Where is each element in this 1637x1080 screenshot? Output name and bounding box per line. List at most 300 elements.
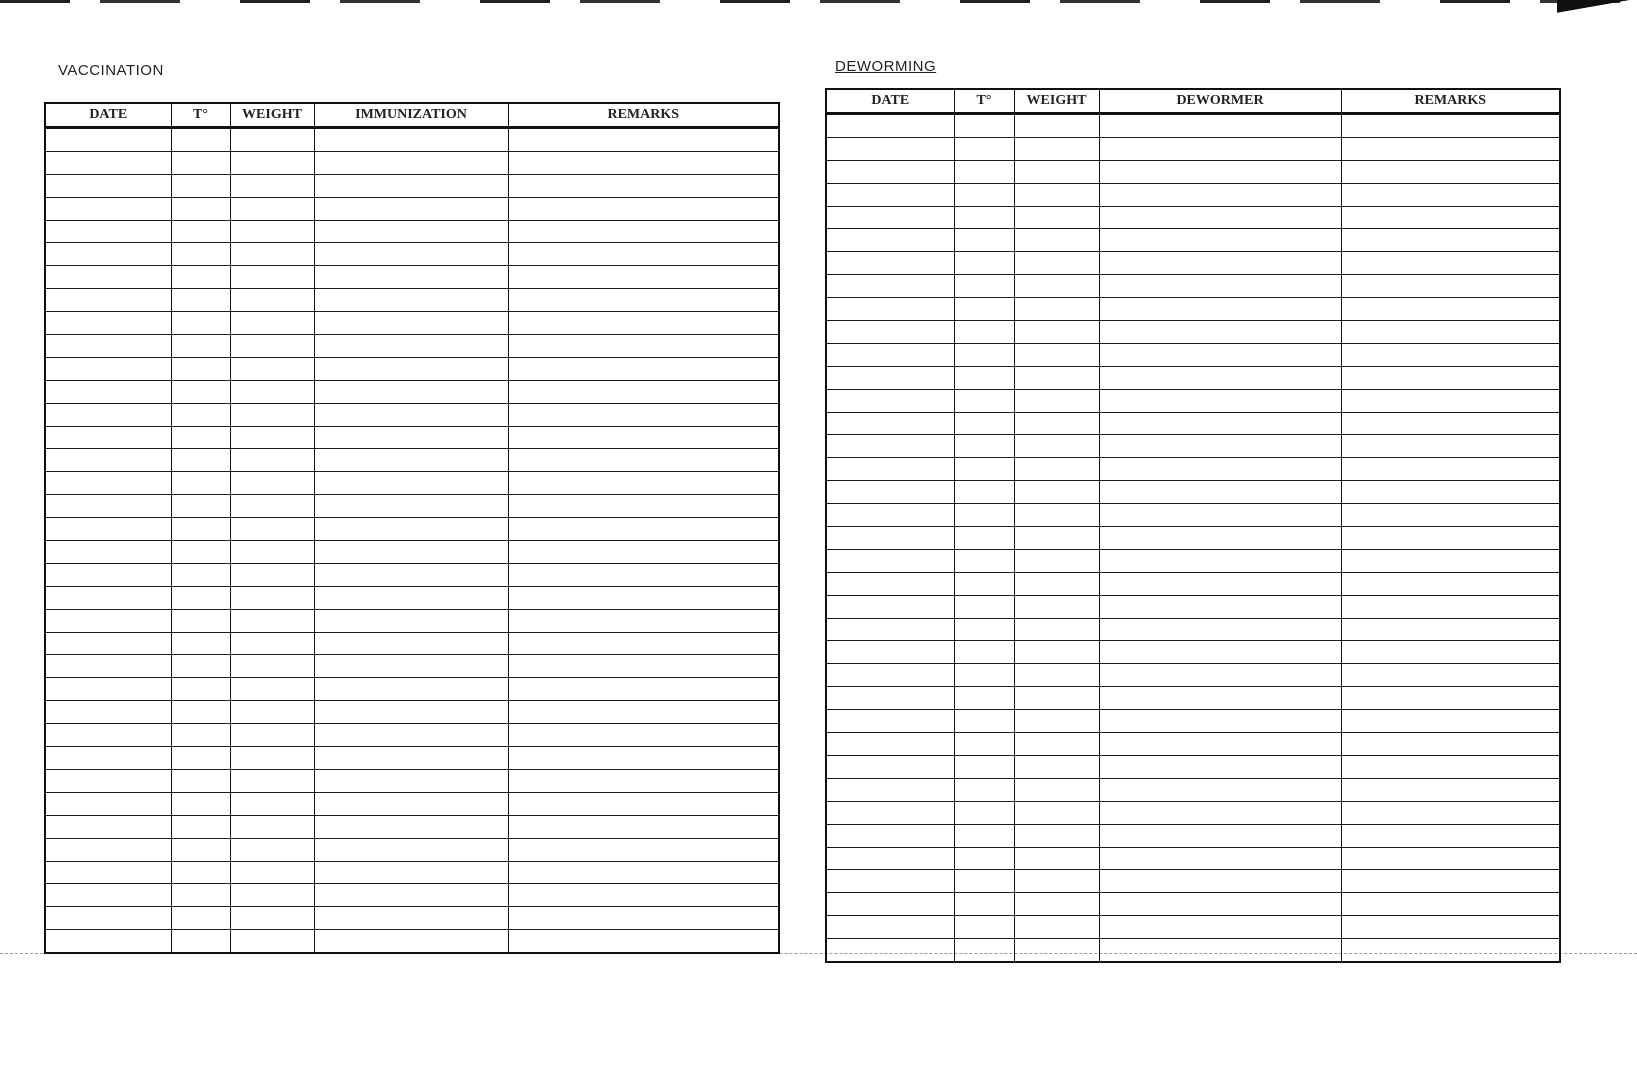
vaccination-empty-cell[interactable]	[314, 632, 508, 655]
vaccination-empty-cell[interactable]	[314, 655, 508, 678]
deworming-empty-cell[interactable]	[1341, 939, 1560, 962]
deworming-empty-cell[interactable]	[1014, 114, 1099, 138]
vaccination-empty-cell[interactable]	[230, 609, 314, 632]
deworming-empty-cell[interactable]	[954, 458, 1014, 481]
deworming-empty-cell[interactable]	[826, 595, 954, 618]
vaccination-empty-cell[interactable]	[230, 312, 314, 335]
vaccination-empty-cell[interactable]	[230, 495, 314, 518]
deworming-empty-cell[interactable]	[1341, 916, 1560, 939]
deworming-empty-cell[interactable]	[826, 664, 954, 687]
deworming-empty-cell[interactable]	[1341, 733, 1560, 756]
deworming-empty-cell[interactable]	[1341, 298, 1560, 321]
vaccination-empty-cell[interactable]	[171, 312, 230, 335]
deworming-empty-cell[interactable]	[1014, 389, 1099, 412]
vaccination-empty-cell[interactable]	[508, 701, 779, 724]
deworming-empty-cell[interactable]	[826, 412, 954, 435]
vaccination-empty-cell[interactable]	[508, 678, 779, 701]
deworming-empty-cell[interactable]	[1341, 389, 1560, 412]
vaccination-empty-cell[interactable]	[230, 632, 314, 655]
vaccination-empty-cell[interactable]	[314, 197, 508, 220]
deworming-empty-cell[interactable]	[1341, 481, 1560, 504]
vaccination-empty-cell[interactable]	[230, 586, 314, 609]
deworming-empty-cell[interactable]	[954, 664, 1014, 687]
deworming-empty-cell[interactable]	[954, 389, 1014, 412]
deworming-empty-cell[interactable]	[1099, 343, 1341, 366]
vaccination-empty-cell[interactable]	[230, 151, 314, 174]
vaccination-empty-cell[interactable]	[314, 678, 508, 701]
vaccination-empty-cell[interactable]	[171, 472, 230, 495]
vaccination-empty-cell[interactable]	[171, 792, 230, 815]
vaccination-empty-cell[interactable]	[314, 930, 508, 953]
deworming-empty-cell[interactable]	[826, 114, 954, 138]
vaccination-empty-cell[interactable]	[171, 403, 230, 426]
deworming-empty-cell[interactable]	[1014, 458, 1099, 481]
deworming-empty-cell[interactable]	[1099, 252, 1341, 275]
deworming-empty-cell[interactable]	[954, 275, 1014, 298]
deworming-empty-cell[interactable]	[954, 710, 1014, 733]
deworming-empty-cell[interactable]	[826, 527, 954, 550]
deworming-empty-cell[interactable]	[826, 939, 954, 962]
deworming-empty-cell[interactable]	[1341, 504, 1560, 527]
deworming-empty-cell[interactable]	[1341, 755, 1560, 778]
vaccination-empty-cell[interactable]	[171, 197, 230, 220]
deworming-empty-cell[interactable]	[1014, 755, 1099, 778]
deworming-empty-cell[interactable]	[1014, 412, 1099, 435]
deworming-empty-cell[interactable]	[1341, 710, 1560, 733]
vaccination-empty-cell[interactable]	[508, 151, 779, 174]
vaccination-empty-cell[interactable]	[508, 472, 779, 495]
deworming-empty-cell[interactable]	[826, 206, 954, 229]
deworming-empty-cell[interactable]	[1099, 870, 1341, 893]
vaccination-empty-cell[interactable]	[45, 220, 171, 243]
vaccination-empty-cell[interactable]	[314, 128, 508, 152]
deworming-empty-cell[interactable]	[1341, 206, 1560, 229]
vaccination-empty-cell[interactable]	[171, 769, 230, 792]
vaccination-empty-cell[interactable]	[508, 518, 779, 541]
vaccination-empty-cell[interactable]	[508, 609, 779, 632]
deworming-empty-cell[interactable]	[954, 618, 1014, 641]
vaccination-empty-cell[interactable]	[314, 769, 508, 792]
deworming-empty-cell[interactable]	[1099, 183, 1341, 206]
deworming-empty-cell[interactable]	[1099, 206, 1341, 229]
deworming-empty-cell[interactable]	[1014, 801, 1099, 824]
deworming-empty-cell[interactable]	[1014, 916, 1099, 939]
vaccination-empty-cell[interactable]	[508, 357, 779, 380]
vaccination-empty-cell[interactable]	[508, 632, 779, 655]
vaccination-empty-cell[interactable]	[508, 174, 779, 197]
deworming-empty-cell[interactable]	[1099, 755, 1341, 778]
vaccination-empty-cell[interactable]	[230, 289, 314, 312]
deworming-empty-cell[interactable]	[1014, 572, 1099, 595]
vaccination-empty-cell[interactable]	[45, 403, 171, 426]
deworming-empty-cell[interactable]	[954, 687, 1014, 710]
vaccination-empty-cell[interactable]	[230, 518, 314, 541]
deworming-empty-cell[interactable]	[954, 366, 1014, 389]
vaccination-empty-cell[interactable]	[508, 884, 779, 907]
vaccination-empty-cell[interactable]	[171, 220, 230, 243]
deworming-empty-cell[interactable]	[1099, 847, 1341, 870]
deworming-empty-cell[interactable]	[954, 206, 1014, 229]
vaccination-empty-cell[interactable]	[45, 747, 171, 770]
deworming-empty-cell[interactable]	[1099, 481, 1341, 504]
deworming-empty-cell[interactable]	[1341, 893, 1560, 916]
vaccination-empty-cell[interactable]	[314, 586, 508, 609]
vaccination-empty-cell[interactable]	[45, 792, 171, 815]
deworming-empty-cell[interactable]	[1099, 801, 1341, 824]
vaccination-empty-cell[interactable]	[171, 151, 230, 174]
deworming-empty-cell[interactable]	[1014, 321, 1099, 344]
vaccination-empty-cell[interactable]	[508, 312, 779, 335]
deworming-empty-cell[interactable]	[826, 252, 954, 275]
deworming-empty-cell[interactable]	[826, 321, 954, 344]
deworming-empty-cell[interactable]	[954, 183, 1014, 206]
deworming-empty-cell[interactable]	[954, 435, 1014, 458]
deworming-empty-cell[interactable]	[1099, 641, 1341, 664]
deworming-empty-cell[interactable]	[1099, 595, 1341, 618]
deworming-empty-cell[interactable]	[1014, 710, 1099, 733]
vaccination-empty-cell[interactable]	[45, 266, 171, 289]
vaccination-empty-cell[interactable]	[45, 151, 171, 174]
vaccination-empty-cell[interactable]	[45, 380, 171, 403]
deworming-empty-cell[interactable]	[1014, 824, 1099, 847]
deworming-empty-cell[interactable]	[954, 321, 1014, 344]
vaccination-empty-cell[interactable]	[314, 220, 508, 243]
vaccination-empty-cell[interactable]	[171, 563, 230, 586]
deworming-empty-cell[interactable]	[1099, 366, 1341, 389]
deworming-empty-cell[interactable]	[1014, 343, 1099, 366]
deworming-empty-cell[interactable]	[826, 755, 954, 778]
deworming-empty-cell[interactable]	[1341, 824, 1560, 847]
deworming-empty-cell[interactable]	[1341, 114, 1560, 138]
vaccination-empty-cell[interactable]	[171, 815, 230, 838]
vaccination-empty-cell[interactable]	[230, 769, 314, 792]
deworming-empty-cell[interactable]	[1099, 893, 1341, 916]
vaccination-empty-cell[interactable]	[171, 128, 230, 152]
deworming-empty-cell[interactable]	[1014, 778, 1099, 801]
vaccination-empty-cell[interactable]	[45, 128, 171, 152]
vaccination-empty-cell[interactable]	[230, 792, 314, 815]
deworming-empty-cell[interactable]	[954, 893, 1014, 916]
deworming-empty-cell[interactable]	[1099, 114, 1341, 138]
deworming-empty-cell[interactable]	[1099, 298, 1341, 321]
deworming-empty-cell[interactable]	[1099, 137, 1341, 160]
deworming-empty-cell[interactable]	[954, 252, 1014, 275]
deworming-empty-cell[interactable]	[826, 137, 954, 160]
deworming-empty-cell[interactable]	[1341, 458, 1560, 481]
vaccination-empty-cell[interactable]	[314, 884, 508, 907]
vaccination-empty-cell[interactable]	[230, 861, 314, 884]
vaccination-empty-cell[interactable]	[171, 678, 230, 701]
deworming-empty-cell[interactable]	[1014, 229, 1099, 252]
deworming-empty-cell[interactable]	[1341, 549, 1560, 572]
vaccination-empty-cell[interactable]	[45, 907, 171, 930]
vaccination-empty-cell[interactable]	[171, 701, 230, 724]
deworming-empty-cell[interactable]	[1014, 137, 1099, 160]
deworming-empty-cell[interactable]	[826, 343, 954, 366]
deworming-empty-cell[interactable]	[1341, 664, 1560, 687]
deworming-empty-cell[interactable]	[1014, 252, 1099, 275]
deworming-empty-cell[interactable]	[1099, 160, 1341, 183]
deworming-empty-cell[interactable]	[1341, 229, 1560, 252]
deworming-empty-cell[interactable]	[1099, 504, 1341, 527]
vaccination-empty-cell[interactable]	[314, 609, 508, 632]
vaccination-empty-cell[interactable]	[508, 724, 779, 747]
vaccination-empty-cell[interactable]	[171, 655, 230, 678]
vaccination-empty-cell[interactable]	[171, 747, 230, 770]
vaccination-empty-cell[interactable]	[230, 747, 314, 770]
vaccination-empty-cell[interactable]	[45, 655, 171, 678]
vaccination-empty-cell[interactable]	[230, 243, 314, 266]
vaccination-empty-cell[interactable]	[45, 312, 171, 335]
deworming-empty-cell[interactable]	[1341, 412, 1560, 435]
deworming-empty-cell[interactable]	[1341, 321, 1560, 344]
deworming-empty-cell[interactable]	[1014, 687, 1099, 710]
vaccination-empty-cell[interactable]	[171, 357, 230, 380]
deworming-empty-cell[interactable]	[1341, 870, 1560, 893]
vaccination-empty-cell[interactable]	[314, 861, 508, 884]
vaccination-empty-cell[interactable]	[45, 861, 171, 884]
deworming-empty-cell[interactable]	[826, 504, 954, 527]
deworming-empty-cell[interactable]	[1099, 733, 1341, 756]
vaccination-empty-cell[interactable]	[45, 518, 171, 541]
deworming-empty-cell[interactable]	[1099, 275, 1341, 298]
vaccination-empty-cell[interactable]	[508, 769, 779, 792]
vaccination-empty-cell[interactable]	[171, 930, 230, 953]
vaccination-empty-cell[interactable]	[508, 403, 779, 426]
vaccination-empty-cell[interactable]	[314, 449, 508, 472]
deworming-empty-cell[interactable]	[954, 870, 1014, 893]
deworming-empty-cell[interactable]	[1341, 252, 1560, 275]
vaccination-empty-cell[interactable]	[314, 243, 508, 266]
deworming-empty-cell[interactable]	[954, 847, 1014, 870]
vaccination-empty-cell[interactable]	[171, 724, 230, 747]
vaccination-empty-cell[interactable]	[314, 380, 508, 403]
deworming-empty-cell[interactable]	[826, 687, 954, 710]
deworming-empty-cell[interactable]	[1014, 206, 1099, 229]
deworming-empty-cell[interactable]	[1099, 527, 1341, 550]
deworming-empty-cell[interactable]	[1341, 160, 1560, 183]
vaccination-empty-cell[interactable]	[45, 701, 171, 724]
vaccination-empty-cell[interactable]	[314, 403, 508, 426]
deworming-empty-cell[interactable]	[1099, 824, 1341, 847]
vaccination-empty-cell[interactable]	[314, 792, 508, 815]
deworming-empty-cell[interactable]	[826, 710, 954, 733]
vaccination-empty-cell[interactable]	[508, 815, 779, 838]
deworming-empty-cell[interactable]	[826, 435, 954, 458]
vaccination-empty-cell[interactable]	[171, 426, 230, 449]
vaccination-empty-cell[interactable]	[230, 174, 314, 197]
vaccination-empty-cell[interactable]	[45, 174, 171, 197]
deworming-empty-cell[interactable]	[1099, 572, 1341, 595]
vaccination-empty-cell[interactable]	[171, 541, 230, 564]
vaccination-empty-cell[interactable]	[314, 815, 508, 838]
deworming-empty-cell[interactable]	[1014, 733, 1099, 756]
deworming-empty-cell[interactable]	[1341, 801, 1560, 824]
vaccination-empty-cell[interactable]	[508, 861, 779, 884]
vaccination-empty-cell[interactable]	[171, 335, 230, 358]
deworming-empty-cell[interactable]	[826, 778, 954, 801]
deworming-empty-cell[interactable]	[1099, 412, 1341, 435]
deworming-empty-cell[interactable]	[1341, 435, 1560, 458]
deworming-empty-cell[interactable]	[826, 183, 954, 206]
vaccination-empty-cell[interactable]	[45, 357, 171, 380]
deworming-empty-cell[interactable]	[1014, 527, 1099, 550]
deworming-empty-cell[interactable]	[826, 847, 954, 870]
vaccination-empty-cell[interactable]	[171, 495, 230, 518]
vaccination-empty-cell[interactable]	[314, 357, 508, 380]
vaccination-empty-cell[interactable]	[314, 563, 508, 586]
deworming-empty-cell[interactable]	[1099, 778, 1341, 801]
vaccination-empty-cell[interactable]	[45, 632, 171, 655]
vaccination-empty-cell[interactable]	[230, 907, 314, 930]
deworming-empty-cell[interactable]	[1099, 618, 1341, 641]
vaccination-empty-cell[interactable]	[508, 220, 779, 243]
deworming-empty-cell[interactable]	[1099, 939, 1341, 962]
vaccination-empty-cell[interactable]	[314, 518, 508, 541]
vaccination-empty-cell[interactable]	[171, 449, 230, 472]
vaccination-empty-cell[interactable]	[230, 678, 314, 701]
deworming-empty-cell[interactable]	[826, 572, 954, 595]
vaccination-empty-cell[interactable]	[45, 884, 171, 907]
vaccination-empty-cell[interactable]	[230, 815, 314, 838]
deworming-empty-cell[interactable]	[1014, 160, 1099, 183]
vaccination-empty-cell[interactable]	[230, 403, 314, 426]
deworming-empty-cell[interactable]	[1099, 435, 1341, 458]
deworming-empty-cell[interactable]	[1014, 481, 1099, 504]
deworming-empty-cell[interactable]	[1341, 572, 1560, 595]
deworming-empty-cell[interactable]	[826, 366, 954, 389]
vaccination-empty-cell[interactable]	[45, 449, 171, 472]
deworming-empty-cell[interactable]	[954, 114, 1014, 138]
vaccination-empty-cell[interactable]	[45, 815, 171, 838]
deworming-empty-cell[interactable]	[954, 595, 1014, 618]
vaccination-empty-cell[interactable]	[508, 243, 779, 266]
vaccination-empty-cell[interactable]	[171, 518, 230, 541]
deworming-empty-cell[interactable]	[1014, 641, 1099, 664]
deworming-empty-cell[interactable]	[954, 801, 1014, 824]
vaccination-empty-cell[interactable]	[230, 838, 314, 861]
vaccination-empty-cell[interactable]	[508, 426, 779, 449]
deworming-empty-cell[interactable]	[826, 275, 954, 298]
deworming-empty-cell[interactable]	[1099, 549, 1341, 572]
vaccination-empty-cell[interactable]	[45, 243, 171, 266]
vaccination-empty-cell[interactable]	[508, 838, 779, 861]
deworming-empty-cell[interactable]	[826, 824, 954, 847]
vaccination-empty-cell[interactable]	[171, 838, 230, 861]
deworming-empty-cell[interactable]	[954, 481, 1014, 504]
deworming-empty-cell[interactable]	[954, 343, 1014, 366]
deworming-empty-cell[interactable]	[1099, 687, 1341, 710]
vaccination-empty-cell[interactable]	[45, 495, 171, 518]
deworming-empty-cell[interactable]	[954, 916, 1014, 939]
vaccination-empty-cell[interactable]	[230, 335, 314, 358]
deworming-empty-cell[interactable]	[826, 733, 954, 756]
vaccination-empty-cell[interactable]	[230, 380, 314, 403]
vaccination-empty-cell[interactable]	[230, 655, 314, 678]
vaccination-empty-cell[interactable]	[45, 724, 171, 747]
deworming-empty-cell[interactable]	[826, 641, 954, 664]
vaccination-empty-cell[interactable]	[508, 380, 779, 403]
deworming-empty-cell[interactable]	[1014, 595, 1099, 618]
vaccination-empty-cell[interactable]	[230, 563, 314, 586]
vaccination-empty-cell[interactable]	[171, 266, 230, 289]
vaccination-empty-cell[interactable]	[314, 495, 508, 518]
deworming-empty-cell[interactable]	[1014, 893, 1099, 916]
deworming-empty-cell[interactable]	[826, 160, 954, 183]
deworming-empty-cell[interactable]	[1014, 618, 1099, 641]
vaccination-empty-cell[interactable]	[230, 724, 314, 747]
deworming-empty-cell[interactable]	[1099, 458, 1341, 481]
deworming-empty-cell[interactable]	[1014, 664, 1099, 687]
vaccination-empty-cell[interactable]	[230, 220, 314, 243]
vaccination-empty-cell[interactable]	[171, 632, 230, 655]
vaccination-empty-cell[interactable]	[314, 724, 508, 747]
deworming-empty-cell[interactable]	[826, 389, 954, 412]
deworming-empty-cell[interactable]	[826, 298, 954, 321]
deworming-empty-cell[interactable]	[1014, 435, 1099, 458]
vaccination-empty-cell[interactable]	[230, 541, 314, 564]
deworming-empty-cell[interactable]	[1099, 710, 1341, 733]
vaccination-empty-cell[interactable]	[508, 747, 779, 770]
vaccination-empty-cell[interactable]	[45, 472, 171, 495]
deworming-empty-cell[interactable]	[954, 641, 1014, 664]
vaccination-empty-cell[interactable]	[230, 884, 314, 907]
deworming-empty-cell[interactable]	[826, 618, 954, 641]
vaccination-empty-cell[interactable]	[314, 289, 508, 312]
vaccination-empty-cell[interactable]	[45, 335, 171, 358]
vaccination-empty-cell[interactable]	[508, 586, 779, 609]
vaccination-empty-cell[interactable]	[508, 563, 779, 586]
deworming-empty-cell[interactable]	[1341, 366, 1560, 389]
deworming-empty-cell[interactable]	[1099, 389, 1341, 412]
deworming-empty-cell[interactable]	[1341, 527, 1560, 550]
deworming-empty-cell[interactable]	[826, 870, 954, 893]
vaccination-empty-cell[interactable]	[45, 197, 171, 220]
vaccination-empty-cell[interactable]	[230, 449, 314, 472]
vaccination-empty-cell[interactable]	[171, 884, 230, 907]
deworming-empty-cell[interactable]	[1014, 870, 1099, 893]
vaccination-empty-cell[interactable]	[45, 426, 171, 449]
vaccination-empty-cell[interactable]	[171, 380, 230, 403]
vaccination-empty-cell[interactable]	[230, 701, 314, 724]
vaccination-empty-cell[interactable]	[508, 792, 779, 815]
deworming-empty-cell[interactable]	[826, 549, 954, 572]
vaccination-empty-cell[interactable]	[45, 838, 171, 861]
deworming-empty-cell[interactable]	[826, 801, 954, 824]
vaccination-empty-cell[interactable]	[508, 266, 779, 289]
deworming-empty-cell[interactable]	[954, 778, 1014, 801]
vaccination-empty-cell[interactable]	[171, 289, 230, 312]
vaccination-empty-cell[interactable]	[508, 655, 779, 678]
deworming-empty-cell[interactable]	[826, 893, 954, 916]
vaccination-empty-cell[interactable]	[314, 472, 508, 495]
vaccination-empty-cell[interactable]	[45, 563, 171, 586]
vaccination-empty-cell[interactable]	[314, 541, 508, 564]
vaccination-empty-cell[interactable]	[230, 472, 314, 495]
deworming-empty-cell[interactable]	[954, 137, 1014, 160]
vaccination-empty-cell[interactable]	[508, 541, 779, 564]
vaccination-empty-cell[interactable]	[230, 357, 314, 380]
vaccination-empty-cell[interactable]	[45, 609, 171, 632]
vaccination-empty-cell[interactable]	[171, 609, 230, 632]
deworming-empty-cell[interactable]	[826, 916, 954, 939]
deworming-empty-cell[interactable]	[954, 160, 1014, 183]
deworming-empty-cell[interactable]	[1099, 916, 1341, 939]
vaccination-empty-cell[interactable]	[314, 747, 508, 770]
vaccination-empty-cell[interactable]	[45, 586, 171, 609]
vaccination-empty-cell[interactable]	[508, 449, 779, 472]
deworming-empty-cell[interactable]	[1014, 366, 1099, 389]
